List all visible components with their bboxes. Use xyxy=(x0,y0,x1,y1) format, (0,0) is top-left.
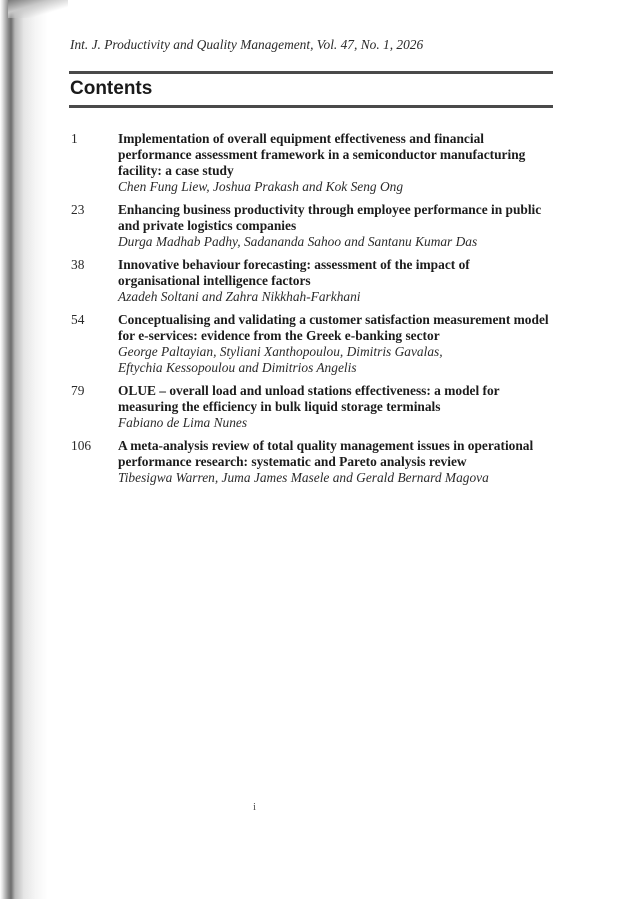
toc-entry[interactable] xyxy=(71,312,549,376)
article-authors: Fabiano de Lima Nunes xyxy=(118,415,248,430)
page-corner-shadow xyxy=(8,0,68,18)
page-number: 106 xyxy=(71,438,92,453)
article-title[interactable]: Enhancing business productivity through employee performance in public and private logistics companies xyxy=(118,202,542,233)
article-authors: Chen Fung Liew, Joshua Prakash and Kok Seng Ong xyxy=(118,179,404,194)
page-number: 54 xyxy=(71,312,85,327)
toc-entry[interactable] xyxy=(71,202,541,250)
article-title[interactable]: A meta-analysis review of total quality management issues in operational performance research: systematic and Pareto analysis review xyxy=(118,438,534,469)
article-authors: George Paltayian, Styliani Xanthopoulou, Dimitris Gavalas, Eftychia Kessopoulou and Dimitrios Angelis xyxy=(118,344,443,375)
article-title[interactable]: Implementation of overall equipment effectiveness and financial performance assessment framework in a semiconductor manufacturing facility: a case study xyxy=(118,131,526,178)
page-folio: i xyxy=(253,801,257,813)
toc-entry[interactable] xyxy=(71,438,541,486)
page-number: 1 xyxy=(71,131,78,146)
table-of-contents xyxy=(71,131,549,493)
article-title[interactable]: OLUE – overall load and unload stations effectiveness: a model for measuring the efficiency in bulk liquid storage terminals xyxy=(118,383,500,414)
top-rule xyxy=(69,71,553,74)
article-authors: Durga Madhab Padhy, Sadananda Sahoo and Santanu Kumar Das xyxy=(118,234,478,249)
article-title[interactable]: Conceptualising and validating a customer satisfaction measurement model for e-services: evidence from the Greek e-banking sector xyxy=(118,312,549,343)
bottom-rule xyxy=(69,105,553,108)
toc-entry[interactable] xyxy=(71,257,541,305)
toc-entry[interactable] xyxy=(71,131,541,195)
journal-header: Int. J. Productivity and Quality Management, Vol. 47, No. 1, 2026 xyxy=(70,37,424,52)
article-authors: Azadeh Soltani and Zahra Nikkhah-Farkhani xyxy=(118,289,361,304)
book-gutter-shadow xyxy=(0,0,48,899)
toc-entry[interactable] xyxy=(71,383,541,431)
page-number: 23 xyxy=(71,202,85,217)
page-number: 38 xyxy=(71,257,85,272)
article-authors: Tibesigwa Warren, Juma James Masele and Gerald Bernard Magova xyxy=(118,470,489,485)
page-number: 79 xyxy=(71,383,85,398)
section-title: Contents xyxy=(70,78,153,99)
article-title[interactable]: Innovative behaviour forecasting: assessment of the impact of organisational intelligence factors xyxy=(118,257,470,288)
